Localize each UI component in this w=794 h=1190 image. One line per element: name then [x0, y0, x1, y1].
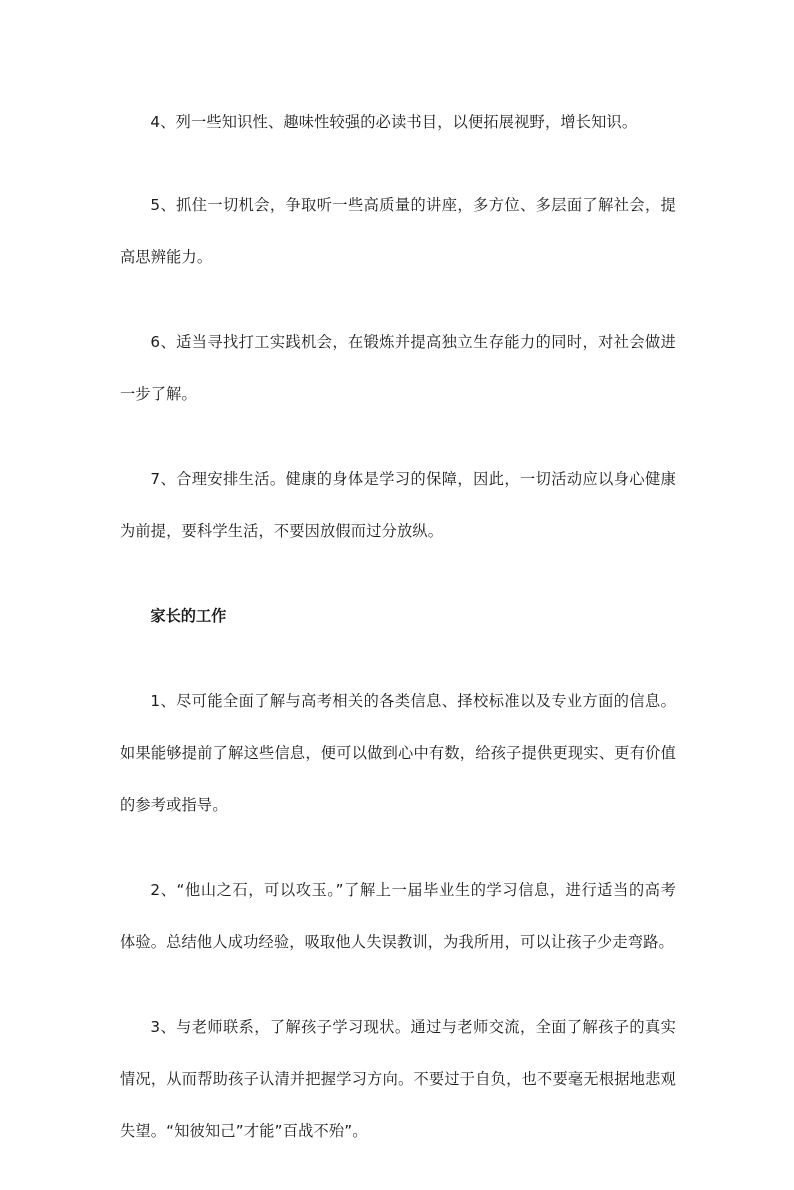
paragraph-parent-item-1: 1、尽可能全面了解与高考相关的各类信息、择校标准以及专业方面的信息。如果能够提前了解这些信息，便可以做到心中有数，给孩子提供更现实、更有价值的参考或指导。 — [120, 692, 676, 814]
paragraph-parent-item-2: 2、“他山之石，可以攻玉。”了解上一届毕业生的学习信息，进行适当的高考体验。总结他人成功经验，吸取他人失误教训，为我所用，可以让孩子少走弯路。 — [120, 881, 676, 951]
document-body — [120, 96, 676, 1190]
paragraph-item-7: 7、合理安排生活。健康的身体是学习的保障，因此，一切活动应以身心健康为前提，要科学生活，不要因放假而过分放纵。 — [120, 470, 676, 540]
paragraph-item-4: 4、列一些知识性、趣味性较强的必读书目，以便拓展视野，增长知识。 — [150, 113, 638, 131]
paragraph-item-5: 5、抓住一切机会，争取听一些高质量的讲座，多方位、多层面了解社会，提高思辨能力。 — [120, 196, 676, 266]
paragraph-parent-item-3: 3、与老师联系，了解孩子学习现状。通过与老师交流，全面了解孩子的真实情况，从而帮助孩子认清并把握学习方向。不要过于自负，也不要毫无根据地悲观失望。“知彼知己”才能”百战不殆”。 — [120, 1018, 676, 1140]
section-heading-parents-work: 家长的工作 — [150, 607, 227, 625]
paragraph-item-6: 6、适当寻找打工实践机会，在锻炼并提高独立生存能力的同时，对社会做进一步了解。 — [120, 333, 676, 403]
